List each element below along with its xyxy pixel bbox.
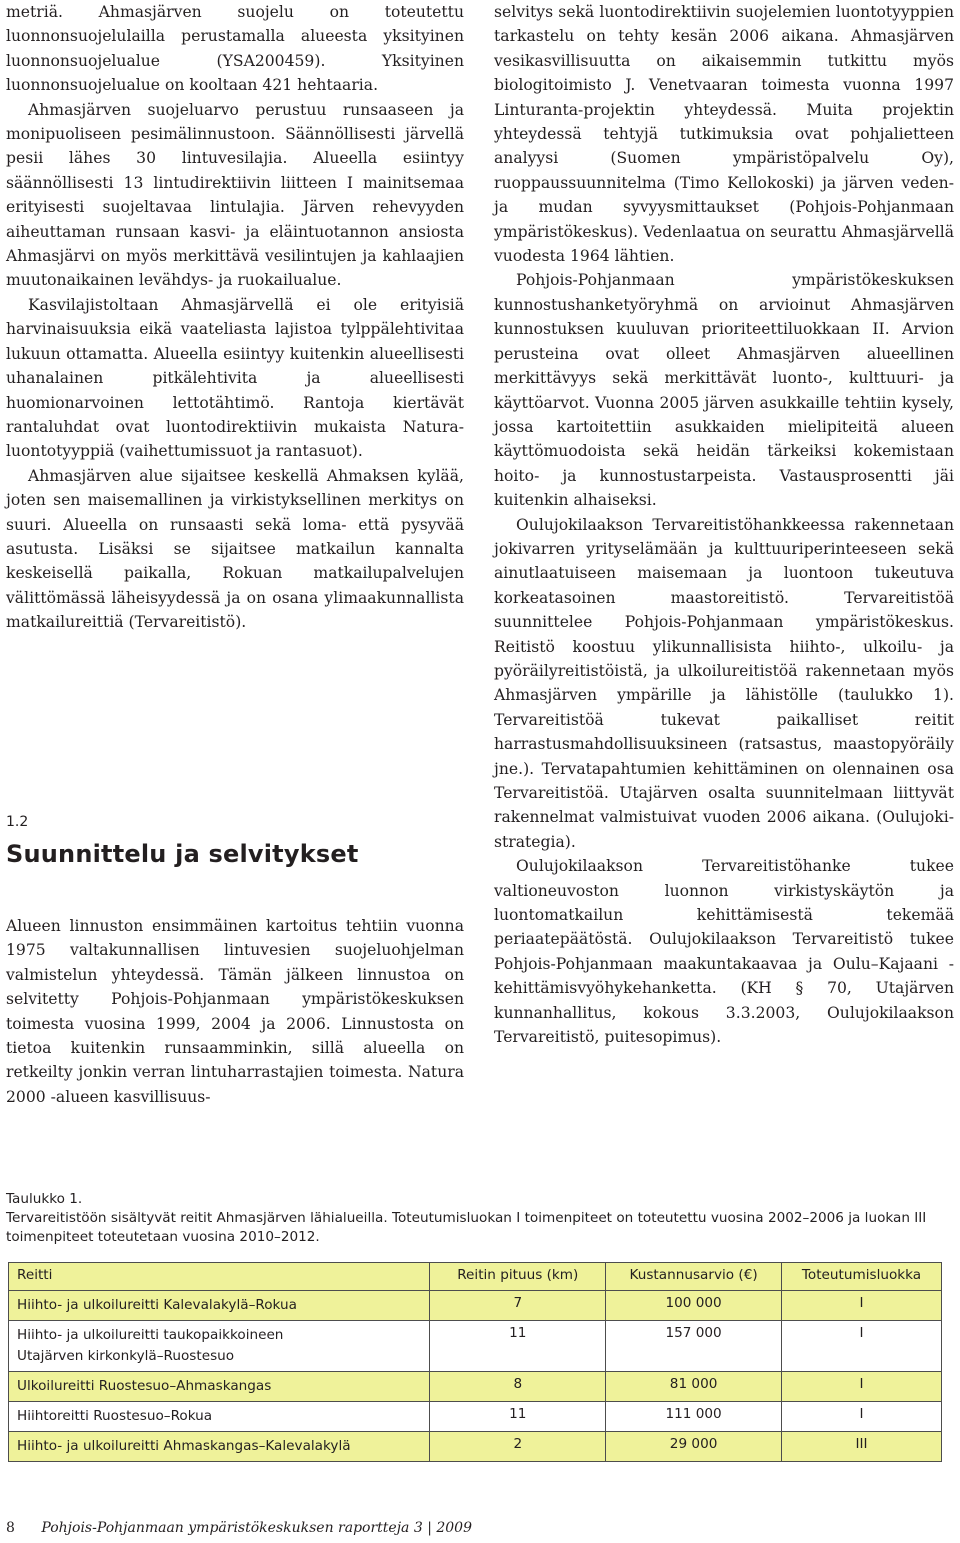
left-column [6,0,464,635]
route-table [8,1262,942,1462]
header-cost: Kustannusarvio (€) [606,1263,782,1291]
route-length: 8 [430,1372,606,1402]
route-name: Hiihto- ja ulkoilureitti taukopaikkoineen Utajärven kirkonkylä–Ruostesuo [9,1321,430,1372]
right-column [494,0,954,1049]
body-paragraph: Kasvilajistoltaan Ahmasjärvellä ei ole erityisiä harvinaisuuksia eikä vaateliasta lajistoa tylppälehtivitaa lukuun ottamatta. Alueella esiintyy kuitenkin alueellisesti uhanalainen pitkälehtivita ja alueellisesti huomionarvoinen lettotähtimö. Rantoja kiertävät rantaluhdat ovat luontodirektiivin mukaista Natura-luontotyyppiä (vaihettumissuot ja rantasuot). [6,295,464,461]
route-name: Hiihto- ja ulkoilureitti Kalevalakylä–Rokua [9,1291,430,1321]
body-paragraph: Oulujokilaakson Tervareitistöhankkeessa rakennetaan jokivarren yrityselämään ja kulttuuriperinteeseen sekä ainutlaatuiseen maisemaan ja luontoon tukeutuva korkeatasoinen maastoreitistö. Tervareitistöä suunnittelee Pohjois-Pohjanmaan ympäristökeskus. Reitistö koostuu ylikunnallisista hiihto-, ulkoilu- ja pyöräilyreitistöistä, ja ulkoilureitistöä rakennetaan myös Ahmasjärven ympärille ja lähistölle (taulukko 1). Tervareitistöä tukevat paikalliset reitit harrastusmahdollisuuksineen (ratsastus, maastopyöräily jne.). Tervatapahtumien kehittäminen on olennainen osa Tervareitistöä. Utajärven osalta suunnitelmaan liittyvät rakennelmat valmistuivat vuoden 2006 aikana. (Oulujoki-strategia). [494,515,954,851]
body-paragraph: selvitys sekä luontodirektiivin suojelemien luontotyyppien tarkastelu on tehty kesän 2006 aikana. Ahmasjärven vesikasvillisuutta on aikaisemmin tutkittu myös biologitoimisto J. Venetvaaran toimesta vuonna 1997 Linturanta-projektin yhteydessä. Muita projektin yhteydessä tehtyjä tutkimuksia ovat pohjalietteen analyysi (Suomen ympäristöpalvelu Oy), ruoppaussuunnitelma (Timo Kellokoski) ja järven veden- ja mudan syvyysmittaukset (Pohjois-Pohjanmaan ympäristökeskus). Vedenlaatua on seurattu Ahmasjärvellä vuodesta 1964 lähtien. [494,3,954,266]
route-cost: 111 000 [606,1402,782,1432]
route-class: I [782,1321,942,1372]
page-footer [6,1520,472,1536]
route-length: 11 [430,1321,606,1372]
route-class: I [782,1402,942,1432]
body-paragraph: Ahmasjärven alue sijaitsee keskellä Ahmaksen kylää, joten sen maisemallinen ja virkistyksellinen merkitys on suuri. Alueella on runsaasti sekä loma- että pysyvää asutusta. Lisäksi se sijaitsee matkailun kannalta keskeisellä paikalla, Rokuan matkailupalvelujen välittömässä läheisyydessä ja on osana ylimaakunnallista matkailureittiä (Tervareitistö). [6,466,464,632]
route-cost: 100 000 [606,1291,782,1321]
section-title: Suunnittelu ja selvitykset [6,840,359,868]
section-body [6,914,464,1109]
route-length: 2 [430,1432,606,1462]
header-route: Reitti [9,1263,430,1291]
body-paragraph: Oulujokilaakson Tervareitistöhanke tukee valtioneuvoston luonnon virkistyskäytön ja luontomatkailun kehittämisestä tekemää periaatepäätöstä. Oulujokilaakson Tervareitistö tukee Pohjois-Pohjanmaan maakuntakaavaa ja Oulu–Kajaani -kehittämisvyöhykehanketta. (KH § 70, Utajärven kunnanhallitus, kokous 3.3.2003, Oulujokilaakson Tervareitistö, puitesopimus). [494,857,954,1047]
page-number: 8 [6,1520,15,1536]
route-cost: 29 000 [606,1432,782,1462]
route-name: Hiihtoreitti Ruostesuo–Rokua [9,1402,430,1432]
table-header-row [9,1263,942,1291]
body-paragraph: metriä. Ahmasjärven suojelu on toteutettu luonnonsuojelulailla perustamalla alueesta yksityinen luonnonsuojelualue (YSA200459). Yksityinen luonnonsuojelualue on kooltaan 421 hehtaaria. [6,3,464,95]
body-paragraph: Ahmasjärven suojeluarvo perustuu runsaaseen ja monipuoliseen pesimälinnustoon. Säännöllisesti järvellä pesii lähes 30 lintuvesilajia. Alueella esiintyy säännöllisesti 13 lintudirektiivin liitteen I mainitsemaa erityisesti suojeltavaa lintulajia. Järven rehevyyden aiheuttaman runsaan kasvi- ja eläintuotannon ansiosta Ahmasjärvi on myös merkittävä vesilintujen ja kahlaajien muutonaikainen levähdys- ja ruokailualue. [6,100,464,290]
body-paragraph: Alueen linnuston ensimmäinen kartoitus tehtiin vuonna 1975 valtakunnallisen lintuvesien suojeluohjelman valmistelun yhteydessä. Tämän jälkeen linnustoa on selvitetty Pohjois-Pohjanmaan ympäristökeskuksen toimesta vuosina 1999, 2004 ja 2006. Linnustosta on tietoa kuitenkin runsaamminkin, sillä alueella on retkeilty jonkin verran lintuharrastajien toimesta. Natura 2000 -alueen kasvillisuus- [6,917,464,1106]
header-class: Toteutumisluokka [782,1263,942,1291]
route-name: Hiihto- ja ulkoilureitti Ahmaskangas–Kalevalakylä [9,1432,430,1462]
route-cost: 81 000 [606,1372,782,1402]
table-row [9,1402,942,1432]
route-length: 11 [430,1402,606,1432]
section-number: 1.2 [6,814,29,830]
route-class: III [782,1432,942,1462]
table-caption-text: Tervareitistöön sisältyvät reitit Ahmasjärven lähialueilla. Toteutumisluokan I toimenpiteet on toteutettu vuosina 2002–2006 ja luokan III toimenpiteet toteutetaan vuosina 2010–2012. [6,1210,927,1245]
table-row [9,1291,942,1321]
publication-title: Pohjois-Pohjanmaan ympäristökeskuksen raportteja 3 | 2009 [41,1520,472,1536]
table-row [9,1321,942,1372]
table-caption [6,1190,946,1247]
table-row [9,1372,942,1402]
route-name: Ulkoilureitti Ruostesuo–Ahmaskangas [9,1372,430,1402]
route-cost: 157 000 [606,1321,782,1372]
route-class: I [782,1291,942,1321]
route-class: I [782,1372,942,1402]
header-length: Reitin pituus (km) [430,1263,606,1291]
table-row [9,1432,942,1462]
body-paragraph: Pohjois-Pohjanmaan ympäristökeskuksen kunnostushanketyöryhmä on arvioinut Ahmasjärven kunnostuksen kuuluvan prioriteettiluokkaan II. Arvion perusteina ovat olleet Ahmasjärven alueellinen merkittävyys sekä merkittävät luonto-, kulttuuri- ja käyttöarvot. Vuonna 2005 järven asukkaille tehtiin kysely, jossa kartoitettiin asukkaiden mielipiteitä alueen käyttömuodoista sekä heidän tärkeiksi kokemistaan hoito- ja kunnostustarpeista. Vastausprosentti jäi kuitenkin alhaiseksi. [494,271,954,510]
table-label: Taulukko 1. [6,1191,83,1207]
route-length: 7 [430,1291,606,1321]
